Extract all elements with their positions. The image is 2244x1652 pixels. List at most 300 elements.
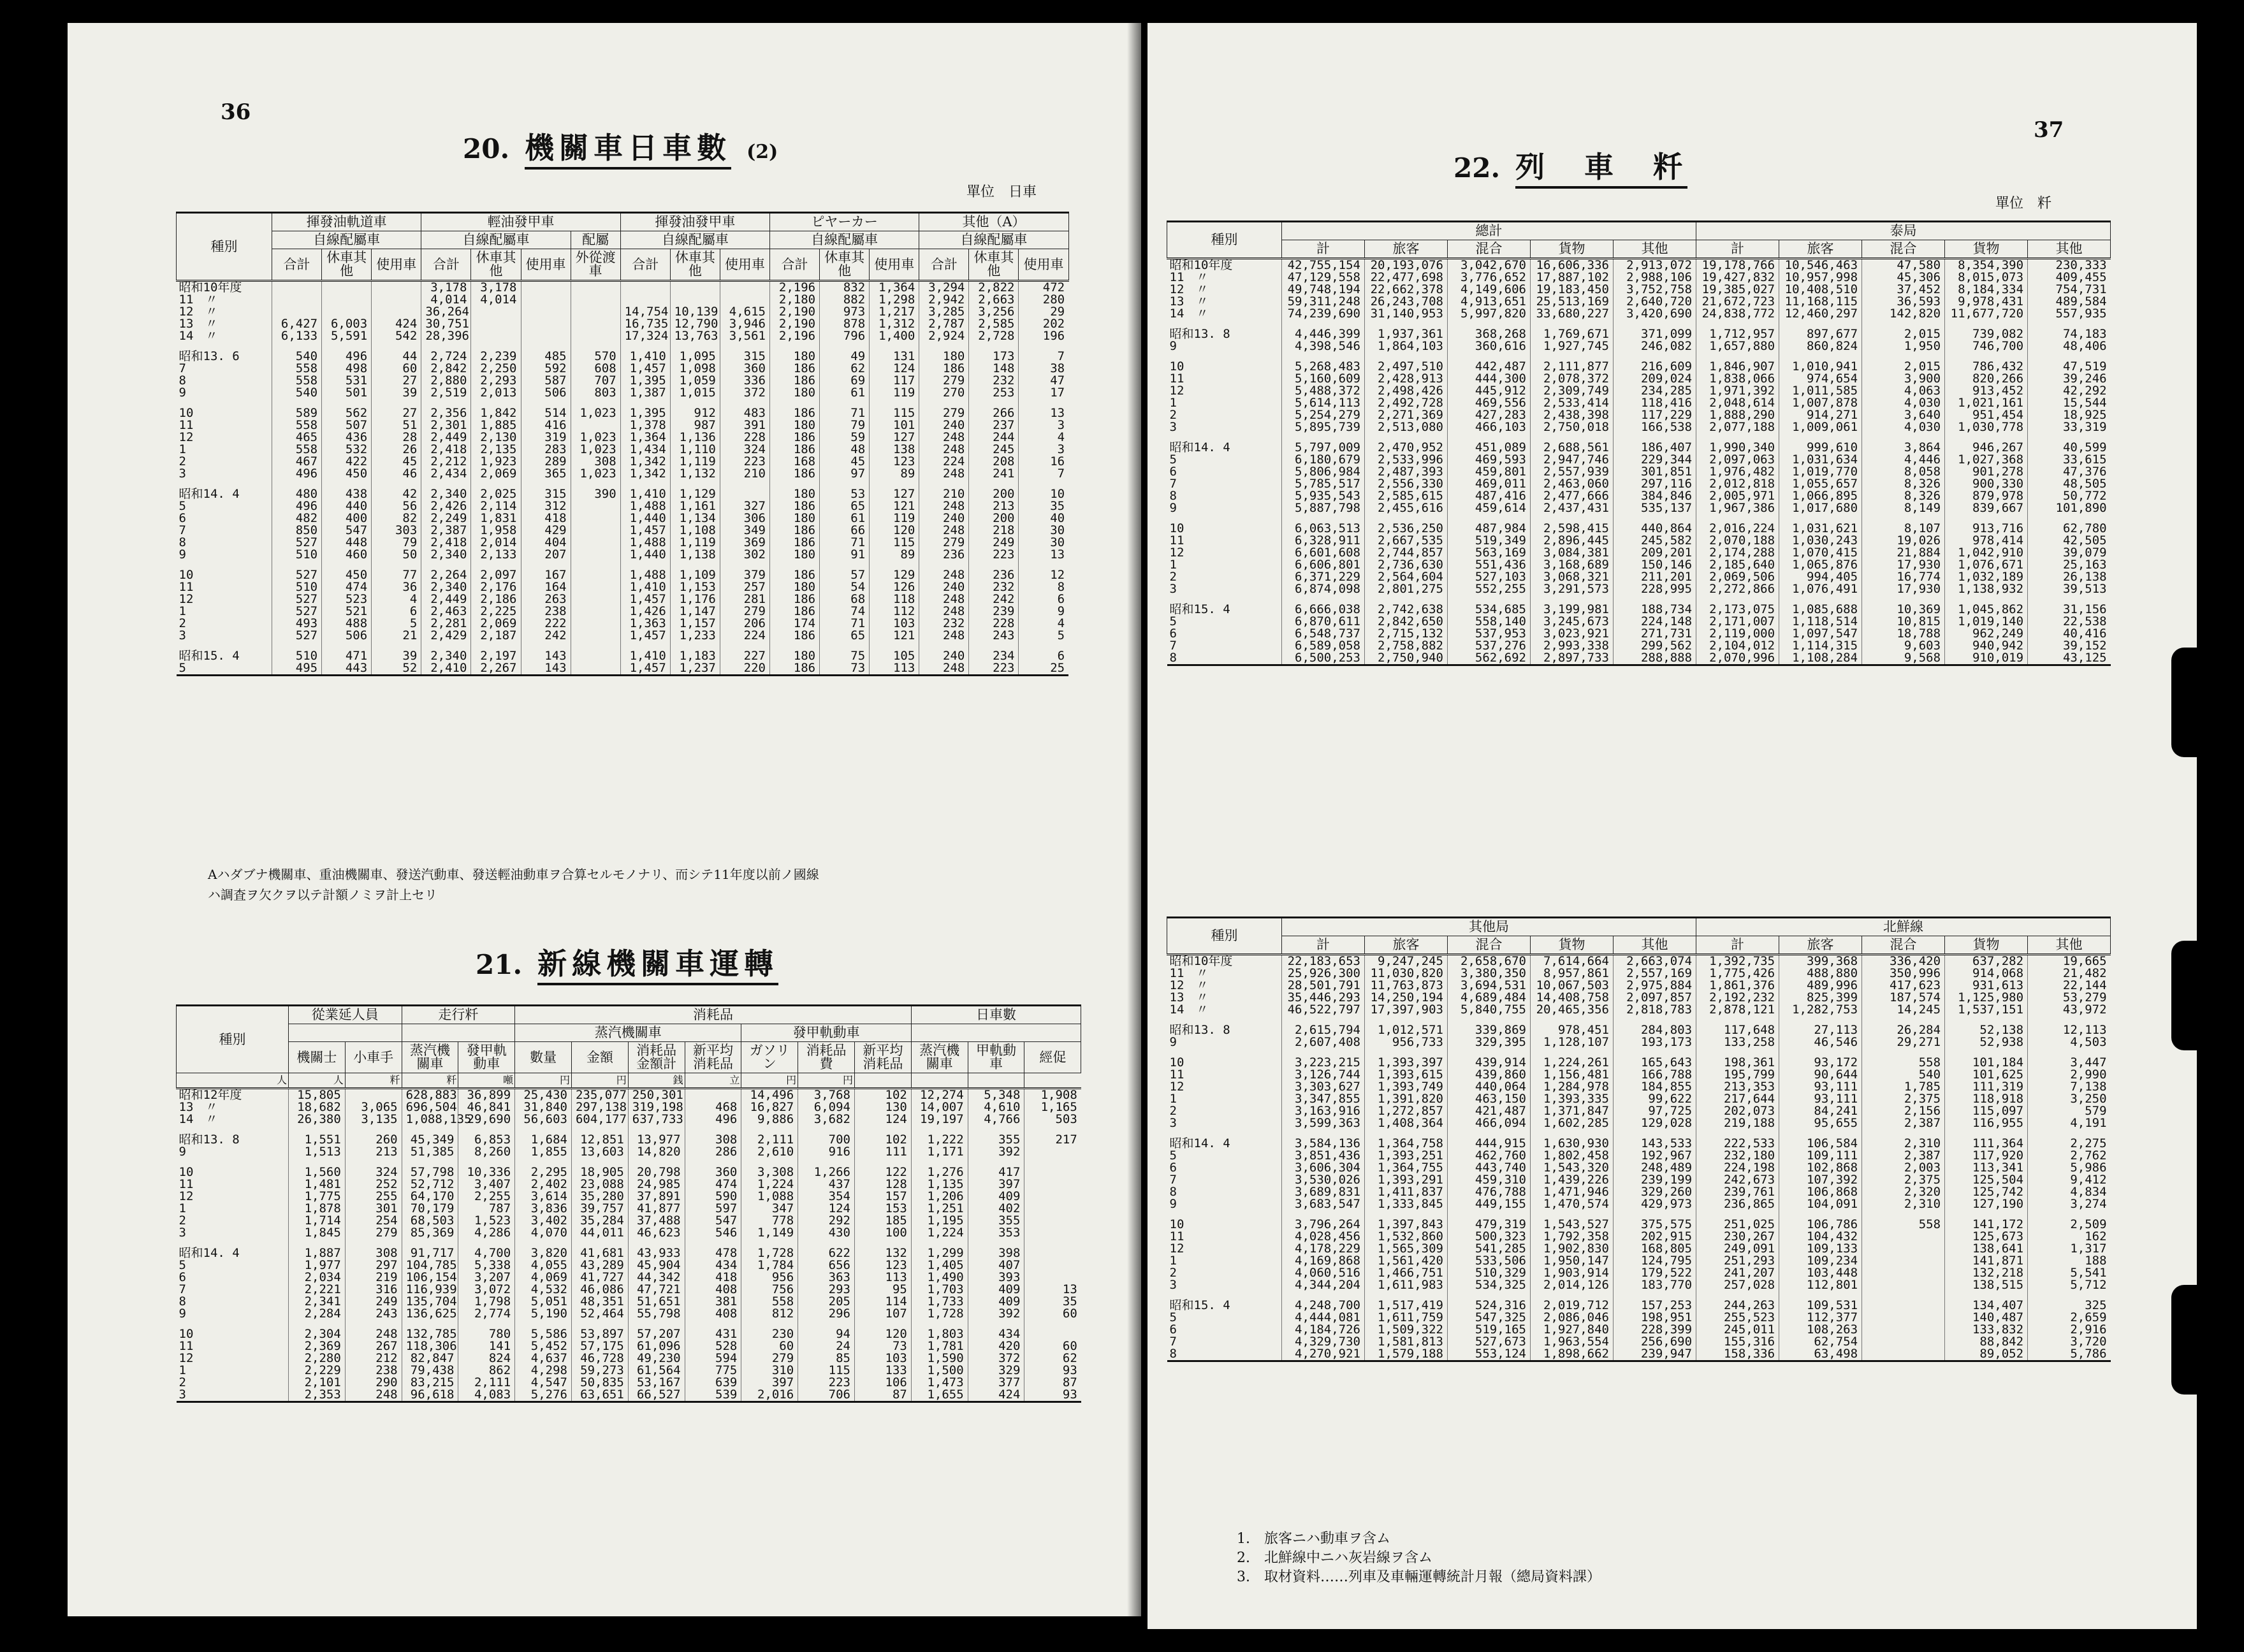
t20-cell: 123 xyxy=(870,456,919,468)
t22-column-header: 其他 xyxy=(2028,240,2111,259)
t21-cell: 4,286 xyxy=(458,1227,515,1239)
t20-cell: 2,069 xyxy=(471,618,521,630)
t22-lower-cell: 1,364,755 xyxy=(1365,1162,1448,1174)
t22-upper-cell: 3,864 xyxy=(1862,442,1945,454)
t22-upper-cell: 1,070,415 xyxy=(1779,547,1862,559)
t22-lower-cell: 106,786 xyxy=(1779,1219,1862,1231)
t21-cell: 23,088 xyxy=(571,1178,628,1191)
t20-cell: 2,340 xyxy=(421,581,471,593)
t22-lower-row-label: 11 xyxy=(1169,1229,1184,1243)
t21-cell: 434 xyxy=(968,1328,1024,1340)
t20-cell: 2,249 xyxy=(421,512,471,525)
t22-lower-cell: 1,792,358 xyxy=(1531,1231,1614,1243)
t20-cell: 2,196 xyxy=(770,330,820,342)
t22-lower-cell: 251,293 xyxy=(1696,1255,1779,1267)
t20-cell: 208 xyxy=(969,456,1019,468)
t20-column-header: 使用車 xyxy=(521,249,571,281)
t20-row-label: 1 xyxy=(178,442,186,456)
t20-cell: 1,395 xyxy=(620,407,670,419)
t21-cell: 5,051 xyxy=(515,1296,572,1308)
t21-unit: 人 xyxy=(177,1073,289,1089)
t22-lower-cell: 524,316 xyxy=(1448,1300,1531,1312)
t20-cell: 510 xyxy=(272,581,322,593)
t20-row-label: 3 xyxy=(178,628,186,642)
t22-upper-cell: 2,988,106 xyxy=(1614,272,1696,284)
t21-cell: 363 xyxy=(798,1272,855,1284)
t20-cell: 496 xyxy=(322,351,372,363)
t20-cell xyxy=(571,512,620,525)
t22-upper-cell: 2,070,188 xyxy=(1696,535,1779,547)
t20-cell: 472 xyxy=(1019,281,1068,294)
t20-cell: 73 xyxy=(820,662,870,676)
t20-cell: 281 xyxy=(720,593,769,605)
t22-lower-cell: 1,611,759 xyxy=(1365,1312,1448,1324)
t22-upper-cell: 839,667 xyxy=(1945,502,2028,514)
t22-lower-cell: 217,644 xyxy=(1696,1093,1779,1105)
t22-upper-cell: 3,042,670 xyxy=(1448,259,1531,272)
t20-cell: 558 xyxy=(272,363,322,375)
t21-cell: 1,728 xyxy=(741,1247,798,1259)
t22-lower-cell: 4,178,229 xyxy=(1282,1243,1365,1255)
t20-cell: 131 xyxy=(870,351,919,363)
t22-lower-cell: 106,584 xyxy=(1779,1138,1862,1150)
t22-upper-cell: 535,137 xyxy=(1614,502,1696,514)
t20-cell: 312 xyxy=(521,500,571,512)
t20-cell: 365 xyxy=(521,468,571,480)
t22-upper-cell: 754,731 xyxy=(2028,284,2111,296)
t22-lower-cell: 449,155 xyxy=(1448,1198,1531,1210)
t20-cell xyxy=(372,294,421,306)
t22-lower-cell: 2,310 xyxy=(1862,1138,1945,1150)
t21-cell: 279 xyxy=(345,1227,402,1239)
t21-cell: 3,402 xyxy=(515,1215,572,1227)
t20-cell xyxy=(571,330,620,342)
t22-lower-row-label: 6 xyxy=(1169,1322,1177,1337)
t22-upper-cell: 527,103 xyxy=(1448,571,1531,583)
t20-cell xyxy=(571,549,620,561)
t20-row-label: 10 xyxy=(178,568,194,582)
t21-cell: 122 xyxy=(854,1166,911,1178)
t21-cell: 2,369 xyxy=(289,1340,346,1352)
t22-lower-cell: 140,487 xyxy=(1945,1312,2028,1324)
t20-cell: 248 xyxy=(919,662,969,676)
t22-upper-cell: 2,688,561 xyxy=(1531,442,1614,454)
t20-cell: 112 xyxy=(870,605,919,618)
t20-cell: 180 xyxy=(770,512,820,525)
t20-cell: 3 xyxy=(1019,444,1068,456)
t20-cell: 1,457 xyxy=(620,363,670,375)
t22-lower-cell: 111,364 xyxy=(1945,1138,2028,1150)
t20-column-header: 合計 xyxy=(272,249,322,281)
t21-cell: 4,637 xyxy=(515,1352,572,1365)
t20-cell: 180 xyxy=(770,351,820,363)
t21-cell: 4,700 xyxy=(458,1247,515,1259)
t20-cell: 471 xyxy=(322,650,372,662)
t20-cell xyxy=(571,306,620,318)
t20-column-header: 外從渡車 xyxy=(571,249,620,281)
t22-lower-cell: 239,199 xyxy=(1614,1174,1696,1186)
t22-lower-cell: 28,501,791 xyxy=(1282,980,1365,992)
t22-upper-row-label: 11 〃 xyxy=(1169,270,1209,284)
t22-upper-cell: 739,082 xyxy=(1945,328,2028,340)
t22-lower-cell: 1,284,978 xyxy=(1531,1081,1614,1093)
t21-cell: 392 xyxy=(968,1146,1024,1158)
t22-lower-cell: 2,607,408 xyxy=(1282,1036,1365,1048)
t21-cell: 434 xyxy=(685,1259,741,1272)
t20-cell: 416 xyxy=(521,419,571,431)
t22-lower-cell: 459,310 xyxy=(1448,1174,1531,1186)
t22-upper-cell: 897,677 xyxy=(1779,328,1862,340)
t21-cell: 46,728 xyxy=(571,1352,628,1365)
t20-cell: 82 xyxy=(372,512,421,525)
t20-cell: 240 xyxy=(919,512,969,525)
t21-cell: 5,586 xyxy=(515,1328,572,1340)
t22-group: 總計 xyxy=(1282,222,1696,240)
t21-cell: 430 xyxy=(798,1227,855,1239)
t20-cell: 241 xyxy=(969,468,1019,480)
t21-unit: 立 xyxy=(685,1073,741,1089)
t20-cell: 315 xyxy=(521,488,571,500)
t22-upper-cell: 10,369 xyxy=(1862,604,1945,616)
t21-cell: 213 xyxy=(345,1146,402,1158)
t22-upper-cell: 6,180,679 xyxy=(1282,454,1365,466)
t22-lower-cell: 1,963,554 xyxy=(1531,1336,1614,1348)
t22-lower-cell: 325 xyxy=(2028,1300,2111,1312)
t22-lower-cell: 162 xyxy=(2028,1231,2111,1243)
t22-lower-cell: 1,927,840 xyxy=(1531,1324,1614,1336)
t22-lower-cell: 1,470,574 xyxy=(1531,1198,1614,1210)
t22-lower-cell: 284,803 xyxy=(1614,1024,1696,1036)
t20-column-header: 休車其他 xyxy=(969,249,1019,281)
t20-cell: 1,059 xyxy=(670,375,720,387)
t20-cell: 1,298 xyxy=(870,294,919,306)
t20-cell: 1,312 xyxy=(870,318,919,330)
t20-cell: 1,842 xyxy=(471,407,521,419)
t22-upper-cell: 820,266 xyxy=(1945,373,2028,385)
t22-lower-cell: 183,770 xyxy=(1614,1279,1696,1291)
t22-upper-cell: 1,976,482 xyxy=(1696,466,1779,478)
t22-lower-cell: 3,250 xyxy=(2028,1093,2111,1105)
t20-cell: 523 xyxy=(322,593,372,605)
t21-cell: 1,088,135 xyxy=(402,1113,458,1126)
t21-cell: 3,836 xyxy=(515,1203,572,1215)
t20-cell: 248 xyxy=(919,605,969,618)
t22-lower-cell: 141,172 xyxy=(1945,1219,2028,1231)
t22-column-header: 貨物 xyxy=(1945,240,2028,259)
t20-cell: 1,378 xyxy=(620,419,670,431)
t21-cell: 1,655 xyxy=(911,1389,968,1402)
t22-upper-cell: 2,640,720 xyxy=(1614,296,1696,308)
t22-lower-row-label: 11 xyxy=(1169,1068,1184,1082)
t20-cell: 1,023 xyxy=(571,468,620,480)
t21-cell: 3,065 xyxy=(345,1101,402,1113)
t22-lower-cell: 3,274 xyxy=(2028,1198,2111,1210)
t20-cell: 2,880 xyxy=(421,375,471,387)
t20-cell: 10 xyxy=(1019,488,1068,500)
t22-upper-cell: 1,950 xyxy=(1862,340,1945,352)
t20-cell: 558 xyxy=(272,444,322,456)
t22-upper-cell: 33,615 xyxy=(2028,454,2111,466)
t22-upper-cell: 6,371,229 xyxy=(1282,571,1365,583)
t22-lower-cell: 3,223,215 xyxy=(1282,1057,1365,1069)
t22-lower-cell: 117,648 xyxy=(1696,1024,1779,1036)
t21-cell: 700 xyxy=(798,1134,855,1146)
t22-lower-cell: 4,329,730 xyxy=(1282,1336,1365,1348)
t20-column-header: 合計 xyxy=(919,249,969,281)
t22-upper-cell: 16,774 xyxy=(1862,571,1945,583)
t21-cell: 14,007 xyxy=(911,1101,968,1113)
t22-upper-cell: 2,533,414 xyxy=(1531,397,1614,409)
t20-cell: 501 xyxy=(322,387,372,399)
t22-upper-cell: 1,076,491 xyxy=(1779,583,1862,595)
t21-cell: 296 xyxy=(798,1308,855,1320)
t22-lower-cell: 2,663,074 xyxy=(1614,955,1696,968)
t20-row-label: 11 〃 xyxy=(178,293,218,307)
t20-cell: 174 xyxy=(770,618,820,630)
t21-cell: 279 xyxy=(741,1352,798,1365)
t22-lower-cell: 2,014,126 xyxy=(1531,1279,1614,1291)
t20-cell: 803 xyxy=(571,387,620,399)
t20-cell: 527 xyxy=(272,537,322,549)
t21-column-header: 機關士 xyxy=(289,1042,346,1073)
t22-column-header: 混合 xyxy=(1448,936,1531,955)
t22-lower-cell: 3,720 xyxy=(2028,1336,2111,1348)
t22-lower-row xyxy=(1167,1004,2111,1016)
t22-upper-cell: 1,065,876 xyxy=(1779,559,1862,571)
t22-upper-row-label: 12 xyxy=(1169,384,1184,398)
t20-row xyxy=(177,549,1069,561)
t22-upper-cell: 5,268,483 xyxy=(1282,361,1365,373)
t22-upper-cell: 19,427,832 xyxy=(1696,272,1779,284)
t21-cell: 1,781 xyxy=(911,1340,968,1352)
t22-lower-cell: 14,245 xyxy=(1862,1004,1945,1016)
t21-cell xyxy=(1024,1227,1081,1239)
t22-upper-cell: 2,428,913 xyxy=(1365,373,1448,385)
t20-cell: 12 xyxy=(1019,569,1068,581)
t22-upper-row-label: 6 xyxy=(1169,627,1177,641)
t22-lower-cell: 2,615,794 xyxy=(1282,1024,1365,1036)
t20-cell: 248 xyxy=(919,444,969,456)
t22-upper-row-label: 3 xyxy=(1169,420,1177,434)
t20-cell: 236 xyxy=(969,569,1019,581)
t21-cell: 141 xyxy=(458,1340,515,1352)
t20-cell: 1,176 xyxy=(670,593,720,605)
t22-lower-cell xyxy=(1862,1300,1945,1312)
t22-upper-cell: 1,838,066 xyxy=(1696,373,1779,385)
t21-cell: 37,488 xyxy=(628,1215,685,1227)
t20-cell: 248 xyxy=(919,431,969,444)
t22-lower-cell: 138,641 xyxy=(1945,1243,2028,1255)
t21-cell: 5,452 xyxy=(515,1340,572,1352)
t22-lower-cell: 3,126,744 xyxy=(1282,1069,1365,1081)
t20-row-label: 13 〃 xyxy=(178,317,218,331)
t21-row-label: 12 xyxy=(178,1351,194,1365)
t21-row xyxy=(177,1089,1081,1102)
t20-cell xyxy=(620,281,670,294)
table-20-note xyxy=(208,864,819,905)
t20-cell: 224 xyxy=(720,630,769,642)
t20-cell: 57 xyxy=(820,569,870,581)
t22-upper-cell: 557,935 xyxy=(2028,308,2111,320)
t21-cell: 44,011 xyxy=(571,1227,628,1239)
t20-cell: 65 xyxy=(820,500,870,512)
t20-cell: 1,109 xyxy=(670,569,720,581)
t21-cell: 55,798 xyxy=(628,1308,685,1320)
t20-cell: 180 xyxy=(770,549,820,561)
t22-lower-cell: 1,466,751 xyxy=(1365,1267,1448,1279)
t20-cell: 1,885 xyxy=(471,419,521,431)
t22-upper-cell: 3,420,690 xyxy=(1614,308,1696,320)
t20-cell: 71 xyxy=(820,618,870,630)
t22-lower-cell: 5,840,755 xyxy=(1448,1004,1531,1016)
t21-cell: 44,342 xyxy=(628,1272,685,1284)
t21-cell: 93 xyxy=(1024,1365,1081,1377)
t22-lower-cell: 53,279 xyxy=(2028,992,2111,1004)
t20-cell: 279 xyxy=(919,375,969,387)
t20-cell: 119 xyxy=(870,512,919,525)
t20-column-header: 休車其他 xyxy=(322,249,372,281)
t22-upper-cell: 2,309,749 xyxy=(1531,385,1614,397)
t22-lower-cell: 12,113 xyxy=(2028,1024,2111,1036)
t21-cell: 622 xyxy=(798,1247,855,1259)
t21-cell: 85,369 xyxy=(402,1227,458,1239)
t21-row-label: 3 xyxy=(178,1388,186,1402)
t21-cell: 756 xyxy=(741,1284,798,1296)
t20-cell: 248 xyxy=(919,525,969,537)
t21-cell: 1,206 xyxy=(911,1191,968,1203)
t22-upper-cell: 4,446 xyxy=(1862,454,1945,466)
t20-cell: 2,212 xyxy=(421,456,471,468)
t22-upper-cell: 2,842,650 xyxy=(1365,616,1448,628)
t21-cell: 87 xyxy=(1024,1377,1081,1389)
t22-group: 其他局 xyxy=(1282,918,1696,936)
t21-cell: 60 xyxy=(741,1340,798,1352)
t20-cell: 36,264 xyxy=(421,306,471,318)
t21-unit: 粁 xyxy=(402,1073,458,1089)
t22-column-header: 計 xyxy=(1696,240,1779,259)
t22-lower-cell: 219,188 xyxy=(1696,1117,1779,1129)
t22-upper-cell: 2,271,369 xyxy=(1365,409,1448,421)
t21-cell: 46,623 xyxy=(628,1227,685,1239)
t20-cell: 540 xyxy=(272,387,322,399)
t22-upper-cell: 19,178,766 xyxy=(1696,259,1779,272)
t22-lower-cell: 466,094 xyxy=(1448,1117,1531,1129)
t21-cell: 185 xyxy=(854,1215,911,1227)
t22-upper-cell: 440,864 xyxy=(1614,523,1696,535)
t21-cell: 60 xyxy=(1024,1340,1081,1352)
t20-cell: 2,281 xyxy=(421,618,471,630)
t20-cell: 186 xyxy=(770,605,820,618)
t22-lower-cell: 978,451 xyxy=(1531,1024,1614,1036)
t22-upper-cell: 3,168,689 xyxy=(1531,559,1614,571)
t20-cell: 1,958 xyxy=(471,525,521,537)
t20-cell: 236 xyxy=(919,549,969,561)
t20-cell: 50 xyxy=(372,549,421,561)
t22-upper-cell: 2,070,996 xyxy=(1696,652,1779,665)
t20-cell: 257 xyxy=(720,581,769,593)
t20-cell: 369 xyxy=(720,537,769,549)
t22-upper-cell: 1,011,585 xyxy=(1779,385,1862,397)
t22-lower-cell: 1,393,615 xyxy=(1365,1069,1448,1081)
t22-upper-cell: 1,138,932 xyxy=(1945,583,2028,595)
t22-upper-cell: 142,820 xyxy=(1862,308,1945,320)
t21-cell xyxy=(1024,1166,1081,1178)
t21-column-header: 小車手 xyxy=(345,1042,402,1073)
t20-cell xyxy=(571,569,620,581)
t20-cell: 40 xyxy=(1019,512,1068,525)
t21-cell: 2,284 xyxy=(289,1308,346,1320)
t20-cell xyxy=(571,630,620,642)
t22-upper-cell: 2,801,275 xyxy=(1365,583,1448,595)
t22-lower-cell: 519,165 xyxy=(1448,1324,1531,1336)
t22-lower-cell: 1,393,291 xyxy=(1365,1174,1448,1186)
t21-column-header: 數量 xyxy=(515,1042,572,1073)
t20-column-header: 使用車 xyxy=(1019,249,1068,281)
t21-cell: 297,138 xyxy=(571,1101,628,1113)
t21-cell: 1,887 xyxy=(289,1247,346,1259)
t21-cell: 13,977 xyxy=(628,1134,685,1146)
t21-cell: 4,298 xyxy=(515,1365,572,1377)
t20-cell: 121 xyxy=(870,500,919,512)
t22-upper-cell: 62,780 xyxy=(2028,523,2111,535)
t22-lower-cell xyxy=(1862,1231,1945,1243)
t20-cell: 1,457 xyxy=(620,525,670,537)
t22-lower-cell: 1,439,226 xyxy=(1531,1174,1614,1186)
t21-cell: 1,728 xyxy=(911,1308,968,1320)
t20-cell: 1,095 xyxy=(670,351,720,363)
t21-cell: 780 xyxy=(458,1328,515,1340)
t22-lower-cell: 93,111 xyxy=(1779,1093,1862,1105)
t22-lower-cell: 112,377 xyxy=(1779,1312,1862,1324)
t21-cell: 93 xyxy=(1024,1389,1081,1402)
t22-upper-cell: 8,107 xyxy=(1862,523,1945,535)
t20-cell: 1,129 xyxy=(670,488,720,500)
t20-cell: 1,395 xyxy=(620,375,670,387)
t20-cell: 1,233 xyxy=(670,630,720,642)
t20-cell: 38 xyxy=(1019,363,1068,375)
t22-upper-cell: 15,544 xyxy=(2028,397,2111,409)
t20-cell: 120 xyxy=(870,525,919,537)
t22-upper-cell: 445,912 xyxy=(1448,385,1531,397)
t20-cell: 558 xyxy=(272,419,322,431)
t20-cell: 558 xyxy=(272,375,322,387)
t20-cell: 2,135 xyxy=(471,444,521,456)
t20-cell: 521 xyxy=(322,605,372,618)
t21-cell: 5,338 xyxy=(458,1259,515,1272)
t20-cell: 115 xyxy=(870,407,919,419)
t21-cell: 1,908 xyxy=(1024,1089,1081,1102)
t20-cell: 36 xyxy=(372,581,421,593)
t22-lower-cell: 9,412 xyxy=(2028,1174,2111,1186)
t21-cell: 41,681 xyxy=(571,1247,628,1259)
t21-cell: 355 xyxy=(968,1134,1024,1146)
t21-cell: 409 xyxy=(968,1296,1024,1308)
t22-lower-cell: 4,344,204 xyxy=(1282,1279,1365,1291)
t22-upper-cell: 246,082 xyxy=(1614,340,1696,352)
t20-row-label: 9 xyxy=(178,386,186,400)
t20-row-label: 12 xyxy=(178,592,194,606)
t20-cell: 101 xyxy=(870,419,919,431)
t22-upper-cell: 910,019 xyxy=(1945,652,2028,665)
t22-upper-cell: 5,797,009 xyxy=(1282,442,1365,454)
t22-upper-cell: 1,927,745 xyxy=(1531,340,1614,352)
t22-lower-row-label: 12 〃 xyxy=(1169,978,1209,992)
t20-cell: 1,098 xyxy=(670,363,720,375)
t22-lower-cell: 157,253 xyxy=(1614,1300,1696,1312)
t22-lower-cell: 3,163,916 xyxy=(1282,1105,1365,1117)
t21-cell: 2,101 xyxy=(289,1377,346,1389)
t20-cell: 121 xyxy=(870,630,919,642)
